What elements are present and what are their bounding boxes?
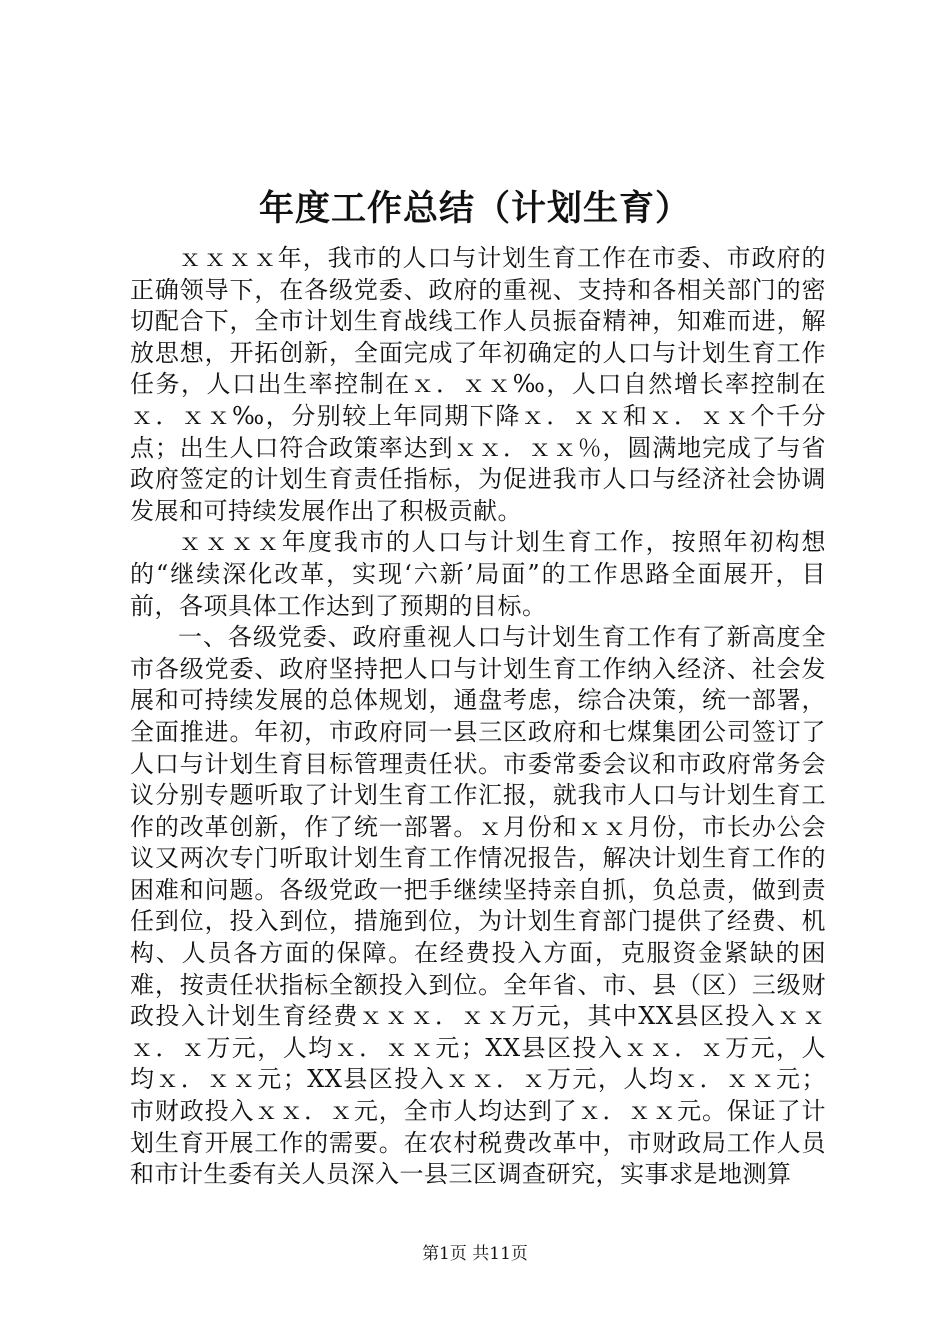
page-footer [0, 1242, 950, 1266]
page-total: 共11页 [472, 1244, 528, 1264]
paragraph-section-one: 一、各级党委、政府重视人口与计划生育工作有了新高度全市各级党委、政府坚持把人口与计划生育工作纳入经济、社会发展和可持续发展的总体规划，通盘考虑，综合决策，统一部署，全面推进。年初，市政府同一县三区政府和七煤集团公司签订了人口与计划生育目标管理责任状。市委常委会议和市政府常务会议分别专题听取了计划生育工作汇报，就我市人口与计划生育工作的改革创新，作了统一部署。ｘ月份和ｘｘ月份，市长办公会议又两次专门听取计划生育工作情况报告，解决计划生育工作的困难和问题。各级党政一把手继续坚持亲自抓，负总责，做到责任到位，投入到位，措施到位，为计划生育部门提供了经费、机构、人员各方面的保障。在经费投入方面，克服资金紧缺的困难，按责任状指标全额投入到位。全年省、市、县（区）三级财政投入计划生育经费ｘｘｘ．ｘｘ万元，其中XX县区投入ｘｘｘ．ｘ万元，人均ｘ．ｘｘ元；XX县区投入ｘｘ．ｘ万元，人均ｘ．ｘｘ元；XX县区投入ｘｘ．ｘ万元，人均ｘ．ｘｘ元；市财政投入ｘｘ．ｘ元，全市人均达到了ｘ．ｘｘ元。保证了计划生育开展工作的需要。在农村税费改革中，市财政局工作人员和市计生委有关人员深入一县三区调查研究，实事求是地测算 [130, 623, 826, 1189]
page-number: 第1页 [422, 1244, 467, 1264]
document-body [130, 243, 826, 1191]
document-title: 年度工作总结（计划生育） [258, 188, 691, 229]
paragraph-overview: ｘｘｘｘ年度我市的人口与计划生育工作，按照年初构想的“继续深化改革，实现‘六新’局面”的工作思路全面展开，目前，各项具体工作达到了预期的目标。 [130, 528, 826, 620]
paragraph-intro: ｘｘｘｘ年，我市的人口与计划生育工作在市委、市政府的正确领导下，在各级党委、政府的重视、支持和各相关部门的密切配合下，全市计划生育战线工作人员振奋精神，知难而进，解放思想，开拓创新，全面完成了年初确定的人口与计划生育工作任务，人口出生率控制在ｘ．ｘｘ‰，人口自然增长率控制在ｘ．ｘｘ‰，分别较上年同期下降ｘ．ｘｘ和ｘ．ｘｘ个千分点；出生人口符合政策率达到ｘｘ．ｘｘ％，圆满地完成了与省政府签定的计划生育责任指标，为促进我市人口与经济社会协调发展和可持续发展作出了积极贡献。 [130, 244, 826, 525]
